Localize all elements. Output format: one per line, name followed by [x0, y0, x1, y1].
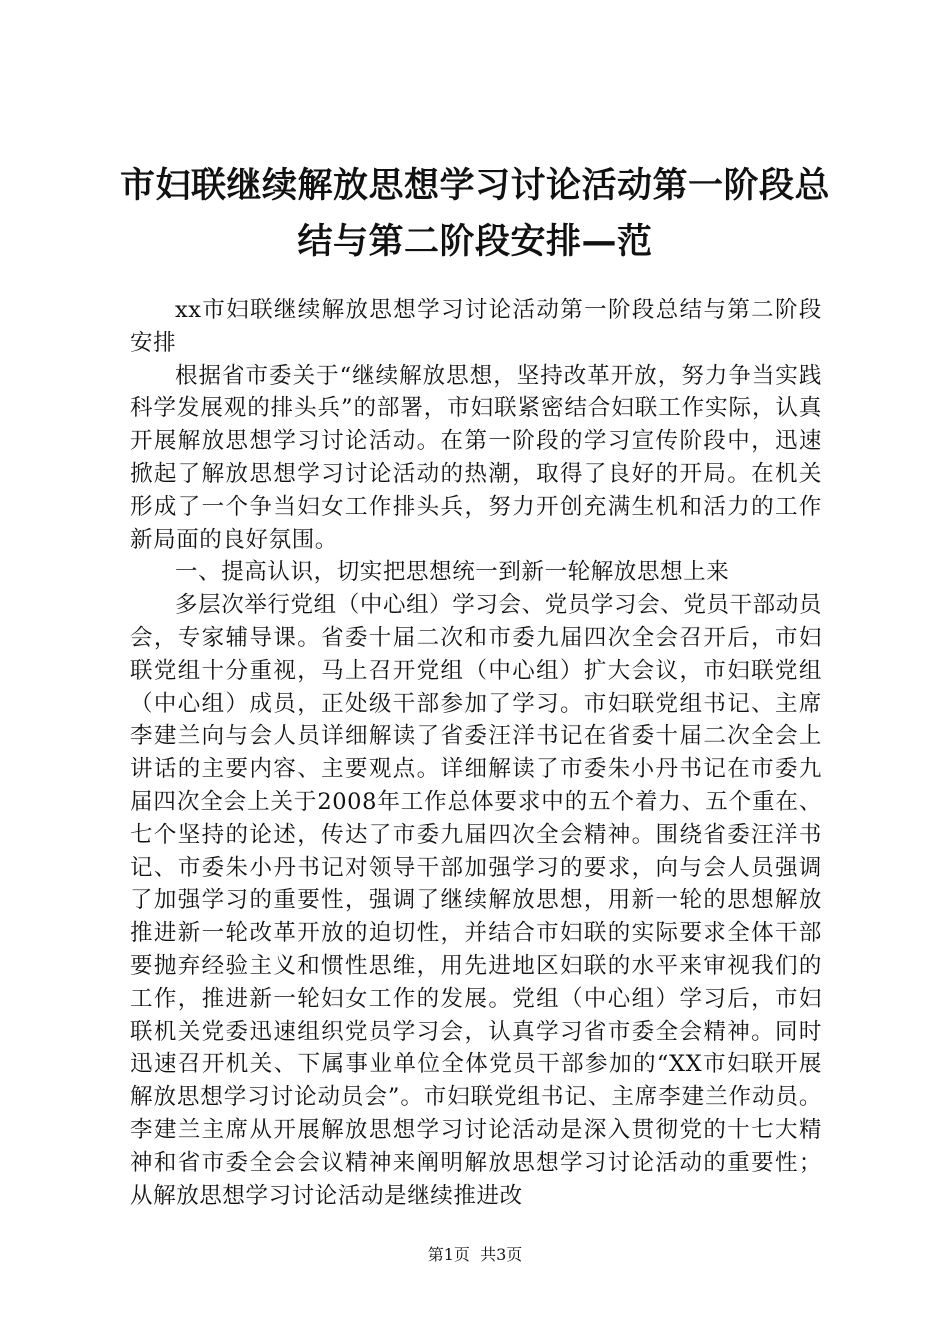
- page-number-label: 第1页 共3页: [427, 1245, 523, 1264]
- paragraph-heading-line: xx市妇联继续解放思想学习讨论活动第一阶段总结与第二阶段安排: [130, 297, 822, 356]
- section-heading-1: 一、提高认识，切实把思想统一到新一轮解放思想上来: [175, 559, 730, 586]
- document-body: [130, 294, 822, 1212]
- paragraph-intro: 根据省市委关于“继续解放思想，坚持改革开放，努力争当实践科学发展观的排头兵”的部署，市妇联紧密结合妇联工作实际，认真开展解放思想学习讨论活动。在第一阶段的学习宣传阶段中，迅速掀起了解放思想学习讨论活动的热潮，取得了良好的开局。在机关形成了一个争当妇女工作排头兵，努力开创充满生机和活力的工作新局面的良好氛围。: [130, 362, 822, 553]
- document-title: 市妇联继续解放思想学习讨论活动第一阶段总结与第二阶段安排—范: [120, 166, 831, 262]
- page-footer: [0, 1245, 950, 1265]
- paragraph-section-1: 多层次举行党组（中心组）学习会、党员学习会、党员干部动员会，专家辅导课。省委十届二次和市委九届四次全会召开后，市妇联党组十分重视，马上召开党组（中心组）扩大会议，市妇联党组（中心组）成员，正处级干部参加了学习。市妇联党组书记、主席李建兰向与会人员详细解读了省委汪洋书记在省委十届二次全会上讲话的主要内容、主要观点。详细解读了市委朱小丹书记在市委九届四次全会上关于2008年工作总体要求中的五个着力、五个重在、七个坚持的论述，传达了市委九届四次全会精神。围绕省委汪洋书记、市委朱小丹书记对领导干部加强学习的要求，向与会人员强调了加强学习的重要性，强调了继续解放思想，用新一轮的思想解放推进新一轮改革开放的迫切性，并结合市妇联的实际要求全体干部要抛弃经验主义和惯性思维，用先进地区妇联的水平来审视我们的工作，推进新一轮妇女工作的发展。党组（中心组）学习后，市妇联机关党委迅速组织党员学习会，认真学习省市委全会精神。同时迅速召开机关、下属事业单位全体党员干部参加的“XX市妇联开展解放思想学习讨论动员会”。市妇联党组书记、主席李建兰作动员。李建兰主席从开展解放思想学习讨论活动是深入贯彻党的十七大精神和省市委全会会议精神来阐明解放思想学习讨论活动的重要性；从解放思想学习讨论活动是继续推进改: [130, 592, 822, 1209]
